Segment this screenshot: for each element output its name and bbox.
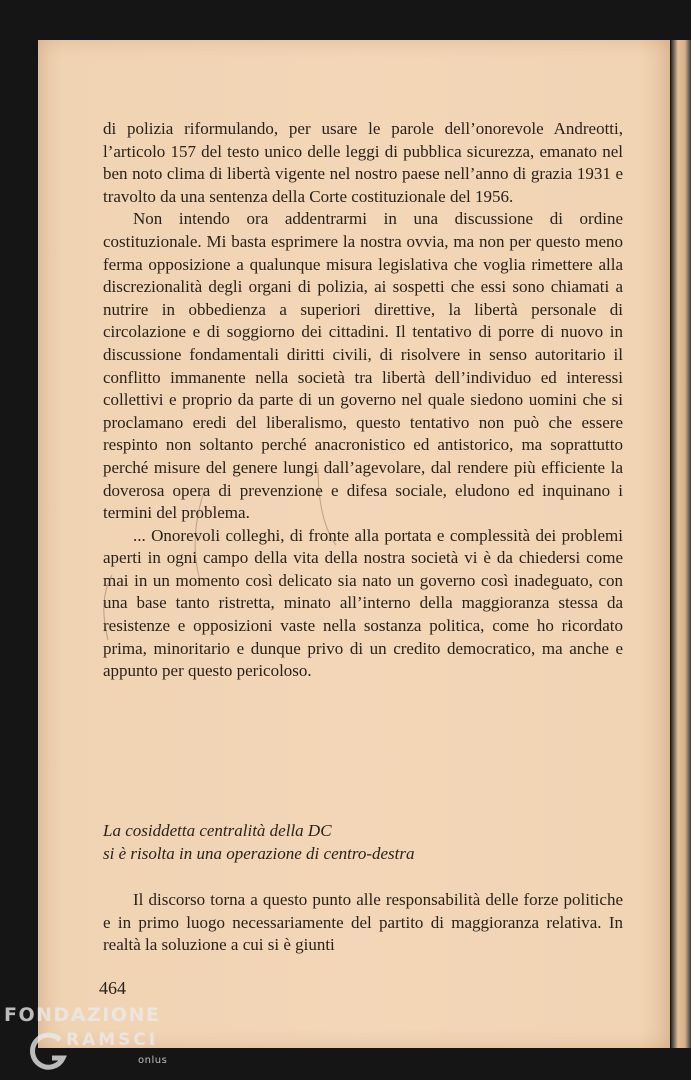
g-logo-icon	[30, 1030, 70, 1074]
page-edge	[671, 40, 691, 1048]
body-text-bottom	[103, 889, 623, 957]
section-heading-line-1: La cosiddetta centralità della DC	[103, 821, 332, 840]
watermark-onlus: onlus	[138, 1055, 168, 1066]
watermark-subtitle: RAMSCI	[66, 1030, 159, 1050]
page-number: 464	[99, 978, 126, 998]
section-heading	[103, 820, 623, 865]
watermark	[4, 1004, 204, 1074]
paragraph-3: ... Onorevoli colleghi, di fronte alla portata e complessità dei problemi aperti in ogni campo della vita della nostra società vi è da chiedersi come mai in un momento così delicato sia nato un governo così inadeguato, con una base tanto ristretta, minato all’interno della maggioranza stessa da resistenze e opposizioni vaste nella sostanza politica, come ho ricordato prima, minoritario e dunque privo di un credito democratico, ma anche e appunto per questo pericoloso.	[103, 525, 623, 681]
closing-paragraph: Il discorso torna a questo punto alle responsabilità delle forze politiche e in primo luogo necessariamente del partito di maggioranza relativa. In realtà la soluzione a cui si è giunti	[103, 890, 623, 955]
section-heading-line-2: si è risolta in una operazione di centro-destra	[103, 843, 415, 863]
paragraph-1: di polizia riformulando, per usare le parole dell’onorevole Andreotti, l’articolo 157 del testo unico delle leggi di pubblica sicurezza, emanato nel ben noto clima di libertà vigente nel nostro paese nell’anno di grazia 1931 e travolto da una sentenza della Corte costituzionale del 1956.	[103, 119, 623, 206]
watermark-title: FONDAZIONE	[4, 1004, 161, 1026]
paragraph-2: Non intendo ora addentrarmi in una discussione di ordine costituzionale. Mi basta esprimere la nostra ovvia, ma non per questo meno ferma opposizione a qualunque misura legislativa che voglia rimettere alla discrezionalità degli organi di polizia, ai sospetti che essi sono chiamati a nutrire in obbedienza a superiori direttive, la libertà personale di circolazione e di soggiorno dei cittadini. Il tentativo di porre di nuovo in discussione fondamentali diritti civili, di risolvere in senso autoritario il conflitto immanente nella società tra libertà dell’individuo ed interessi collettivi e proprio da parte di un governo nel quale siedono uomini che si proclamano eredi del liberalismo, questo tentativo non può che essere respinto non soltanto perché anacronistico ed antistorico, ma soprattutto perché misure del genere lungi dall’agevolare, dal rendere più efficiente la doverosa opera di prevenzione e difesa sociale, eludono ed inquinano i termini del problema.	[103, 209, 623, 523]
body-text-top	[103, 118, 623, 683]
